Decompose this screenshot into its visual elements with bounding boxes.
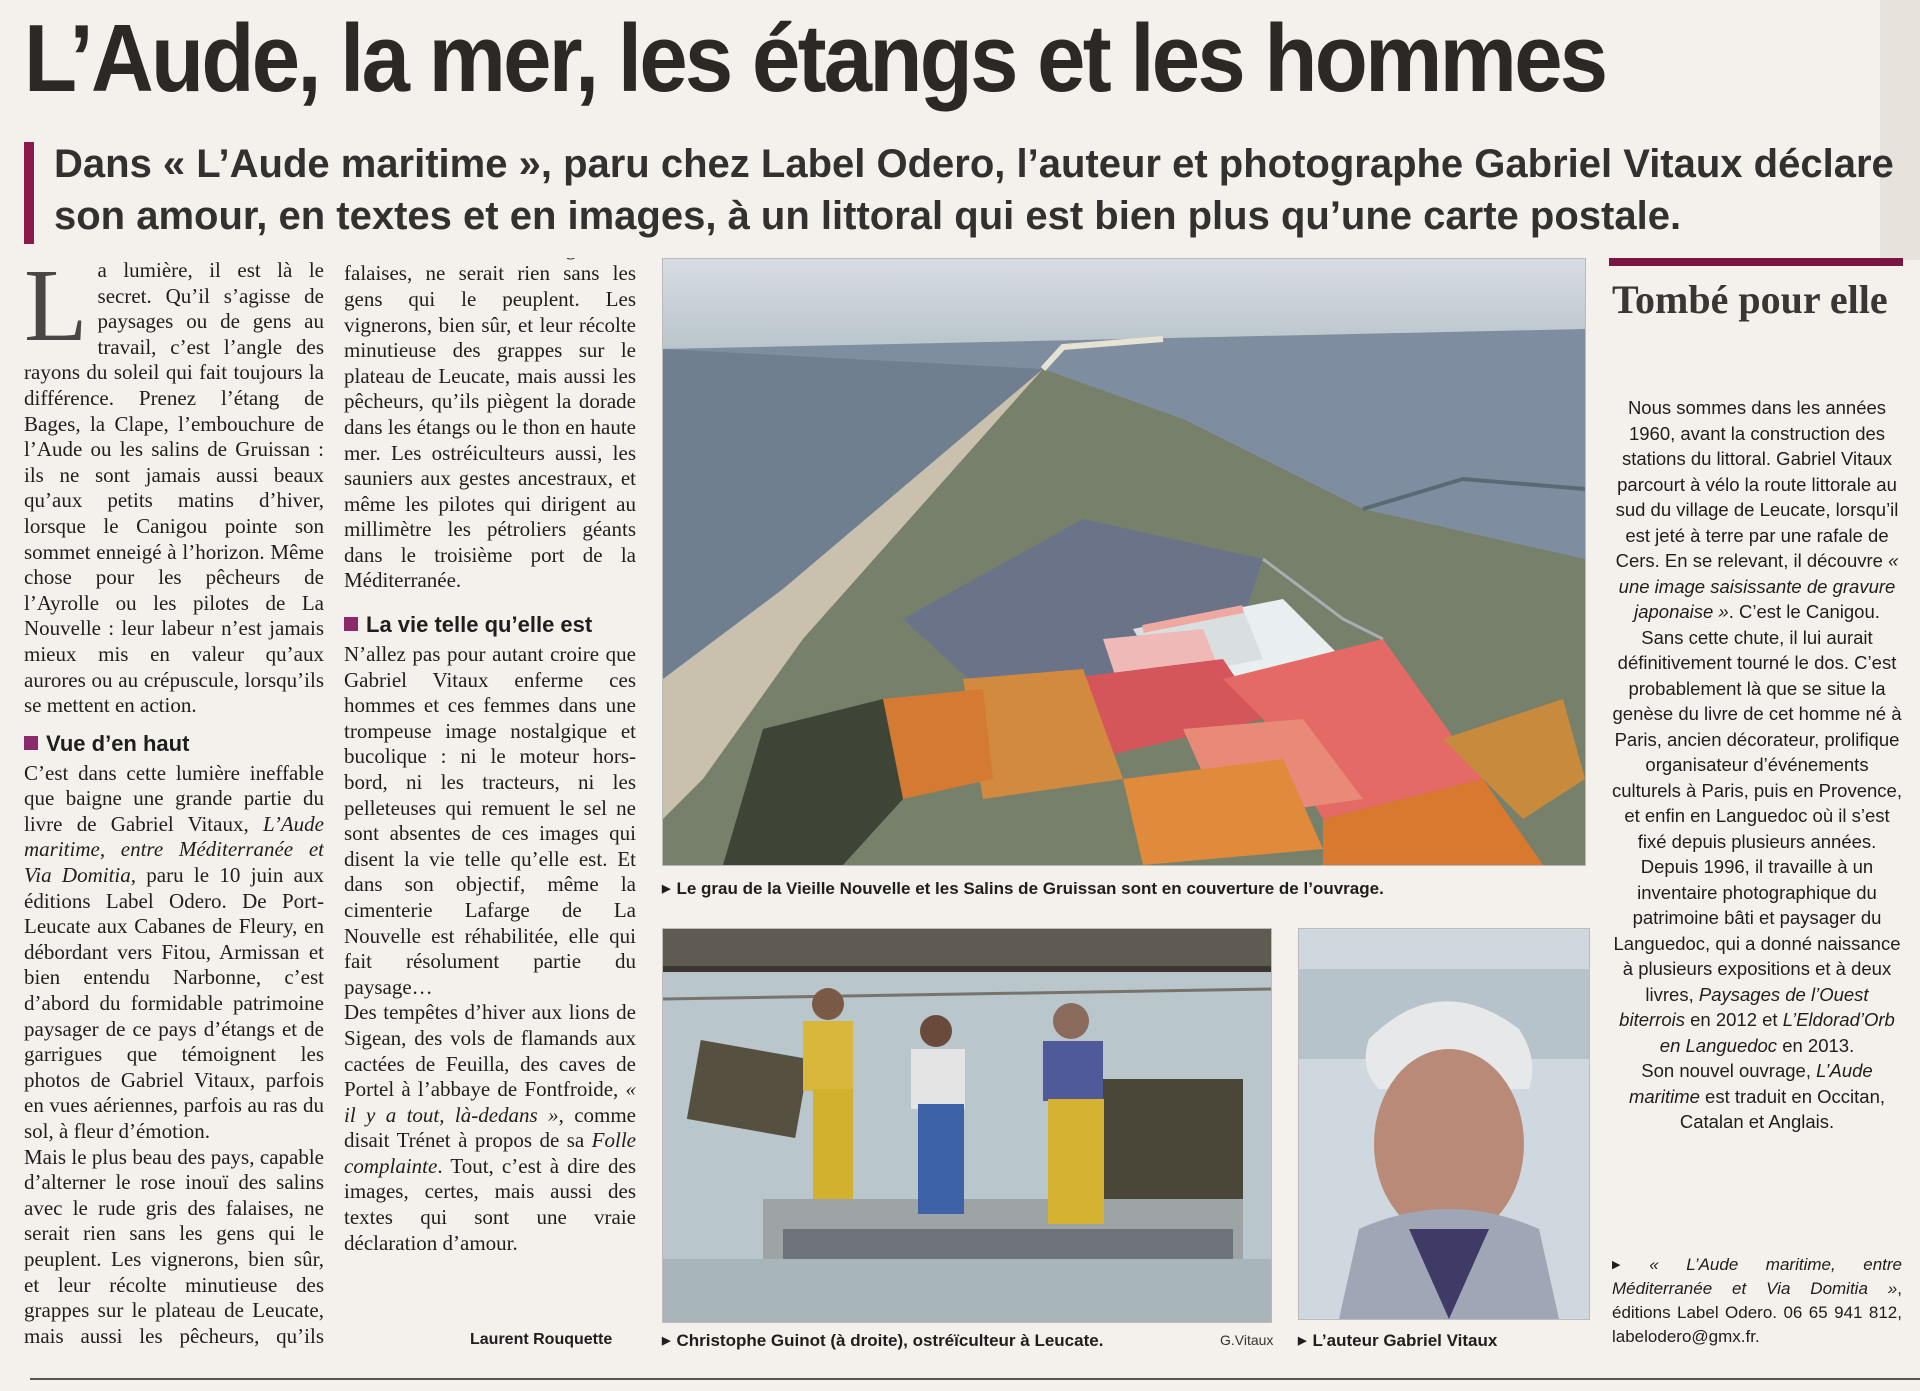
reference-arrow-icon: ▶ — [1612, 1259, 1644, 1271]
sidebar-rule — [1609, 258, 1903, 266]
caption-arrow-icon: ▶ — [662, 883, 671, 895]
sidebar-title: Tombé pour elle — [1612, 277, 1888, 322]
caption-arrow-icon: ▶ — [662, 1335, 671, 1347]
author-portrait-photo — [1298, 928, 1590, 1320]
sidebar-paragraph-2: Depuis 1996, il travaille à un inventaire photographique du patrimoine bâti et paysager du Languedoc, qui a donné naissance à plusieurs expositions et à deux livres, Paysages de l’Ouest biterrois en 2012 et L’Eldorad’Orb en Languedoc en 2013. — [1613, 856, 1901, 1056]
bottom-rule — [30, 1378, 1920, 1380]
byline: Laurent Rouquette — [470, 1331, 613, 1348]
oyster-farmers-photo — [662, 928, 1272, 1323]
deck: Dans « L’Aude maritime », paru chez Label Odero, l’auteur et photographe Gabriel Vitaux déclare son amour, en textes et en images, à un littoral qui est bien plus qu’une carte postale. — [54, 142, 1894, 238]
subhead-square-icon — [24, 736, 38, 750]
caption-arrow-icon: ▶ — [1298, 1335, 1307, 1347]
subhead-la-vie-telle: La vie telle qu’elle est — [344, 612, 636, 638]
sidebar-paragraph-3: Son nouvel ouvrage, L’Aude maritime est traduit en Occitan, Catalan et Anglais. — [1628, 1060, 1885, 1132]
sidebar-paragraph-1: Nous sommes dans les années 1960, avant la construction des stations du littoral. Gabriel Vitaux parcourt à vélo la route littorale au sud du village de Leucate, lorsqu’il est jeté à terre par une rafale de Cers. En se relevant, il découvre « une image saisissante de gravure japonaise ». C’est le Canigou. Sans cette chute, il lui aurait définitivement tourné le dos. C’est probablement là que se situe la genèse du livre de cet homme né à Paris, ancien décorateur, prolifique organisateur d’événements culturels à Paris, puis en Provence, et enfin en Languedoc où il s’est fixé depuis plusieurs années. — [1612, 397, 1902, 852]
article-column-1 — [24, 258, 324, 1348]
column-2-flow: falaises, ne serait rien sans les gens qui le peuplent. Les vignerons, bien sûr, et leur récolte minutieuse des grappes sur le plateau de Leucate, mais aussi les pêcheurs, qu’ils piègent la dorade dans les étangs ou le thon en haute mer. Les ostréiculteurs aussi, les sauniers aux gestes ancestraux, et même les pilotes qui dirigent au millimètre les pétroliers géants dans le troisième port de la Méditerranée. — [344, 261, 636, 593]
deck-accent-bar — [24, 142, 34, 244]
article-paragraph-4: N’allez pas pour autant croire que Gabriel Vitaux enferme ces hommes et ces femmes dans une trompeuse image nostalgique et bucolique : ni le moteur hors-bord, ni les tracteurs, ni les pelleteuses qui remuent le sel ne sont absentes de ces images qui disent la vie telle qu’elle est. Et dans son objectif, même la cimenterie Lafarge de La Nouvelle est réhabilitée, elle qui fait résolument partie du paysage… — [344, 642, 636, 999]
photo-credit: G.Vitaux — [1220, 1332, 1274, 1348]
article-column-2-lower — [344, 612, 636, 1332]
aerial-photo — [662, 258, 1586, 866]
dropcap: L — [24, 258, 88, 363]
subhead-square-icon — [344, 617, 358, 631]
headline: L’Aude, la mer, les étangs et les hommes — [24, 5, 1606, 112]
subhead-vue-den-haut: Vue d’en haut — [24, 731, 324, 757]
sidebar-body — [1612, 395, 1902, 1135]
article-paragraph-2: C’est dans cette lumière ineffable que baigne une grande partie du livre de Gabriel Vitaux, L’Aude maritime, entre Méditerranée et Via Domitia, paru le 10 juin aux éditions Label Odero. De Port-Leucate aux Cabanes de Fleury, en débordant vers Fitou, Armissan et bien entendu Narbonne, c’est d’abord du formidable patrimoine paysager de ce pays d’étangs et de garrigues que témoignent les photos de Gabriel Vitaux, parfois en vues aériennes, parfois au ras du sol, à fleur d’émotion. — [24, 760, 324, 1143]
article-paragraph-3: Mais le plus beau des pays, capable d’alterner le rose inouï des salins avec le rude gris des falaises, ne serait rien sans les gens qui le peuplent. Les vignerons, bien sûr, et leur récolte minutieuse des grappes sur le plateau de Leucate, mais aussi les pêcheurs, qu’ils — [24, 1144, 324, 1348]
article-paragraph-5: Des tempêtes d’hiver aux lions de Sigean, des vols de flamands aux cactées de Feuilla, des caves de Portel à l’abbaye de Fontfroide, « il y a tout, là-dedans », comme disait Trénet à propos de sa Folle complainte. Tout, c’est à dire des images, certes, mais aussi des textes qui sont une vraie déclaration d’amour. — [344, 1000, 636, 1255]
sidebar-book-reference: ▶ « L’Aude maritime, entre Méditerranée et Via Domitia », éditions Label Odero. 06 65 941 812, labelodero@gmx.fr. — [1612, 1255, 1902, 1346]
aerial-caption: ▶ Le grau de la Vieille Nouvelle et les Salins de Gruissan sont en couverture de l’ouvrage. — [662, 879, 1384, 898]
portrait-caption: ▶ L’auteur Gabriel Vitaux — [1298, 1331, 1498, 1350]
oyster-caption: ▶ Christophe Guinot (à droite), ostréïculteur à Leucate. — [662, 1331, 1104, 1350]
article-intro: a lumière, il est là le secret. Qu’il s’agisse de paysages ou de gens au travail, c’est l’angle des rayons du soleil qui fait toujours la différence. Prenez l’étang de Bages, la Clape, l’embouchure de l’Aude ou les salins de Gruissan : ils ne sont jamais aussi beaux qu’aux petits matins d’hiver, lorsque le Canigou pointe son sommet enneigé à l’horizon. Même chose pour les pêcheurs de l’Ayrolle ou les pilotes de La Nouvelle : leur labeur n’est jamais mieux mis en valeur qu’aux aurores ou au crépuscule, lorsqu’ils se mettent en action. — [24, 258, 324, 718]
